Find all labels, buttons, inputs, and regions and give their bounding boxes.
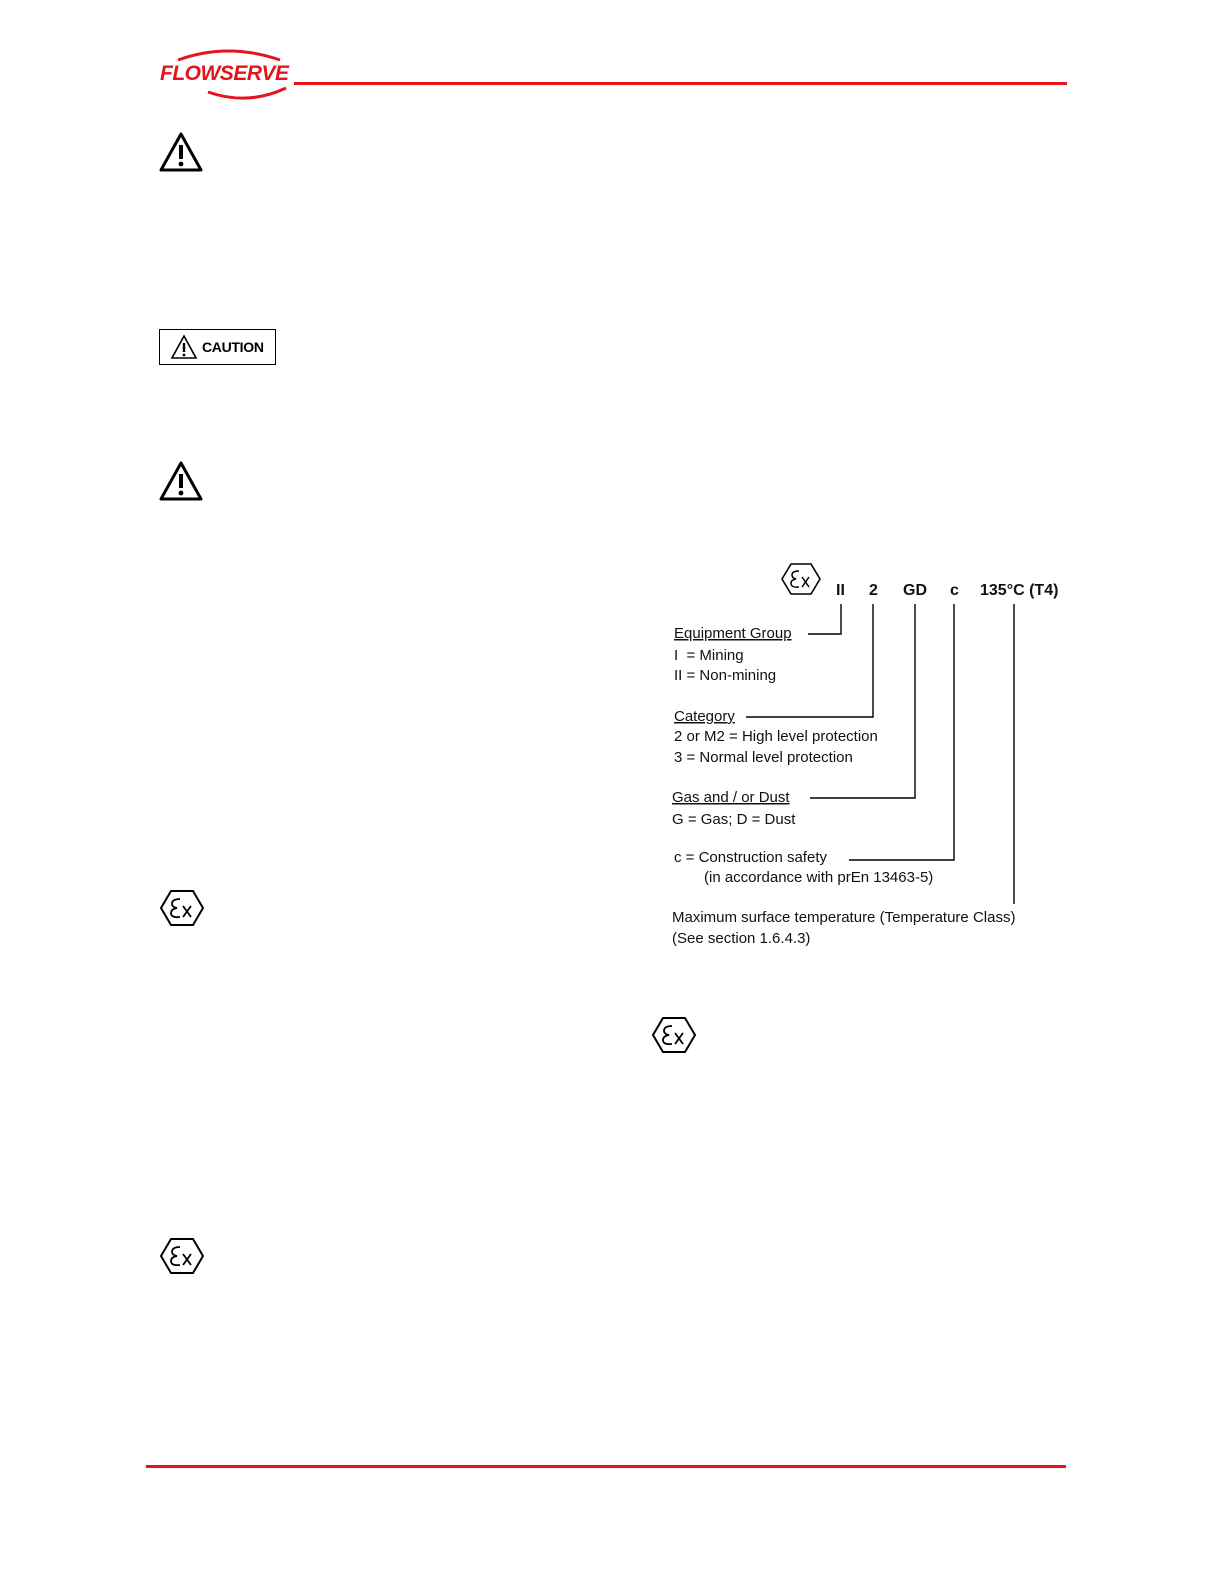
- construction-line-1: c = Construction safety: [674, 849, 827, 866]
- equipment-group-line-1: I = Mining: [674, 647, 744, 664]
- ex-atex-hexagon-icon: [159, 1236, 205, 1276]
- code-temperature: 135°C (T4): [980, 582, 1059, 599]
- code-group: II: [836, 582, 845, 599]
- atex-marking-diagram: [664, 556, 1064, 956]
- warning-triangle-icon: [158, 460, 204, 502]
- ex-atex-hexagon-icon: [651, 1015, 697, 1055]
- gas-dust-title: Gas and / or Dust: [672, 789, 790, 806]
- gas-dust-line-1: G = Gas; D = Dust: [672, 811, 796, 828]
- ex-atex-hexagon-icon: [782, 564, 820, 594]
- temperature-line-1: Maximum surface temperature (Temperature Class): [672, 909, 1016, 926]
- temperature-line-2: (See section 1.6.4.3): [672, 930, 811, 947]
- code-construction: c: [950, 582, 959, 599]
- category-line-1: 2 or M2 = High level protection: [674, 728, 878, 745]
- brand-logo: FLOWSERVE: [160, 62, 289, 85]
- caution-text: CAUTION: [202, 339, 264, 355]
- construction-line-2: (in accordance with prEn 13463-5): [704, 869, 934, 886]
- ex-atex-hexagon-icon: [159, 888, 205, 928]
- category-line-2: 3 = Normal level protection: [674, 749, 853, 766]
- warning-triangle-icon: [158, 131, 204, 173]
- equipment-group-title: Equipment Group: [674, 625, 792, 642]
- caution-label: [159, 329, 276, 365]
- equipment-group-line-2: II = Non-mining: [674, 667, 777, 684]
- caution-triangle-icon: [170, 334, 198, 360]
- header-rule: [294, 82, 1067, 85]
- code-category: 2: [869, 582, 878, 599]
- footer-rule: [146, 1465, 1066, 1468]
- code-gas-dust: GD: [903, 582, 927, 599]
- category-title: Category: [674, 708, 735, 725]
